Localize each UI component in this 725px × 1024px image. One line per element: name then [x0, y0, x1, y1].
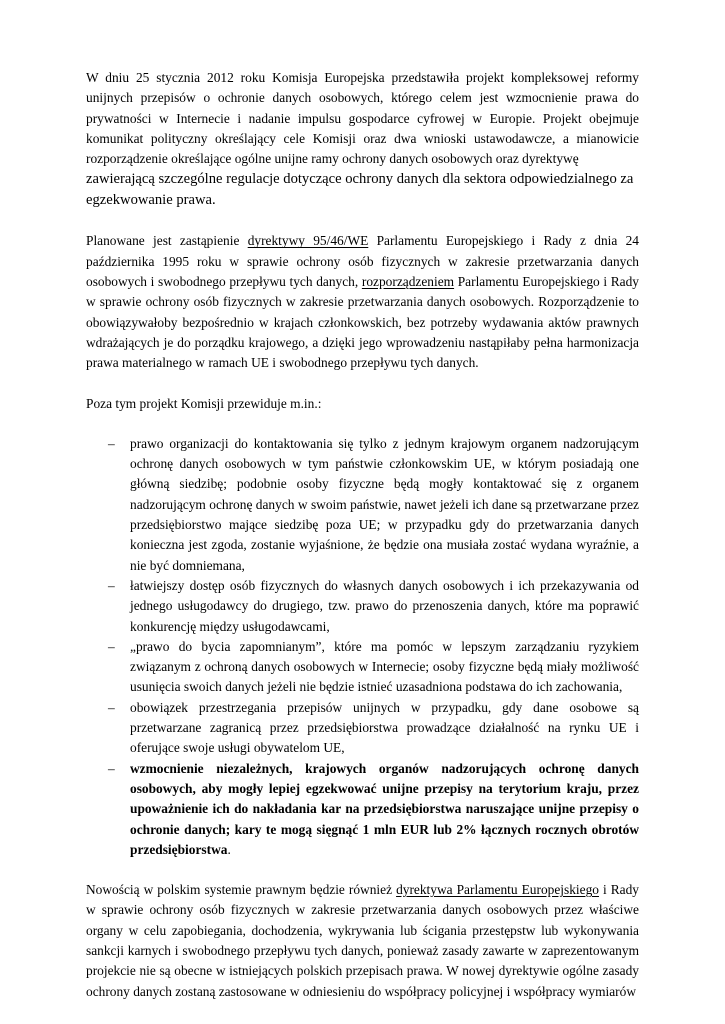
paragraph-new-directive: [86, 880, 639, 1002]
document-page: [86, 68, 639, 1002]
list-item-text: „prawo do bycia zapomnianym”, które ma pomóc w lepszym zarządzaniu ryzykiem związanym z ochroną danych osobowych w Internecie; osoby fizyczne będą miały możliwość usunięcia swoich danych jeżeli nie będzie istnieć uzasadniona podstawa do ich zachowania,: [130, 638, 639, 695]
list-item-end: .: [227, 841, 231, 857]
paragraph-directive-replacement: [86, 231, 639, 373]
dash-bullet: –: [108, 638, 115, 654]
list-item: [86, 698, 639, 759]
paragraph-reform-intro-tail: [86, 169, 639, 211]
list-item: [86, 576, 639, 637]
directive-parliament-link[interactable]: dyrektywa Parlamentu Europejskiego: [396, 882, 599, 898]
paragraph-reform-intro: [86, 68, 639, 169]
list-item-text: prawo organizacji do kontaktowania się tylko z jednym krajowym organem nadzorującym ochronę danych osobowych w tym państwie członkowskim UE, w którym posiadają one główną siedzibę; podobnie osoby fizyczne będą mogły kontaktować się z organem nadzorującym ochronę danych w swoim państwie, nawet jeżeli ich dane są przetwarzane przez przedsiębiorstwo mające siedzibę poza UE; w przypadku gdy do przetwarzania danych konieczna jest zgoda, zostanie wyjaśnione, że będzie ona musiała zostać wydana wyraźnie, a nie być domniemana,: [130, 435, 639, 573]
list-item-text: obowiązek przestrzegania przepisów unijnych w przypadku, gdy dane osobowe są przetwarzane zagranicą przez przedsiębiorstwa prowadzące działalność na rynku UE i oferujące swoje usługi obywatelom UE,: [130, 699, 639, 756]
paragraph-new-directive-text-2: i Rady w sprawie ochrony osób fizycznych w zakresie przetwarzania danych osobowych przez właściwe organy w celu zapobiegania, dochodzenia, wykrywania lub ścigania przestępstw lub wykonywania sankcji karnych i swobodnego przepływu tych danych, ponieważ zasady zawarte w zaprezentowanym projekcie nie są obecne w istniejących polskich przepisach prawa. W nowej dyrektywie ogólne zasady ochrony danych zostaną zastosowane w odniesieniu do współpracy policyjnej i współpracy wymiarów: [86, 882, 640, 999]
dash-bullet: –: [108, 435, 115, 451]
paragraph-provisions-intro-text: Poza tym projekt Komisji przewiduje m.in.:: [86, 395, 322, 411]
list-item: [86, 434, 639, 576]
provisions-list: [86, 434, 639, 860]
paragraph-reform-intro-tail-text: zawierającą szczególne regulacje dotyczące ochrony danych dla sektora odpowiedzialnego za egzekwowanie prawa.: [86, 171, 634, 209]
list-item-text-bold: wzmocnienie niezależnych, krajowych organów nadzorujących ochronę danych osobowych, aby mogły lepiej egzekwować unijne przepisy na terytorium kraju, przez upoważnienie ich do nakładania kar na przedsiębiorstwa naruszające unijne przepisy o ochronie danych; kary te mogą sięgnąć 1 mln EUR lub 2% łącznych rocznych obrotów przedsiębiorstwa: [130, 760, 639, 857]
list-item-text: łatwiejszy dostęp osób fizycznych do własnych danych osobowych i ich przekazywania od jednego usługodawcy do drugiego, tzw. prawo do przenoszenia danych, które ma poprawić konkurencję między usługodawcami,: [130, 577, 639, 634]
list-item: [86, 637, 639, 698]
dash-bullet: –: [108, 760, 115, 776]
dash-bullet: –: [108, 577, 115, 593]
paragraph-provisions-intro: [86, 394, 639, 414]
directive-95-46-link[interactable]: dyrektywy 95/46/WE: [247, 233, 369, 249]
paragraph-directive-text-1: Planowane jest zastąpienie: [86, 233, 248, 249]
paragraph-reform-intro-text: W dniu 25 stycznia 2012 roku Komisja Europejska przedstawiła projekt kompleksowej reformy unijnych przepisów o ochronie danych osobowych, którego celem jest wzmocnienie prawa do prywatności w Internecie i nadanie impulsu gospodarce cyfrowej w Europie. Projekt obejmuje komunikat polityczny określający cele Komisji oraz dwa wnioski ustawodawcze, a mianowicie rozporządzenie określające ogólne unijne ramy ochrony danych osobowych oraz dyrektywę: [86, 70, 639, 167]
regulation-link[interactable]: rozporządzeniem: [361, 274, 455, 290]
dash-bullet: –: [108, 699, 115, 715]
paragraph-directive-text-2: Parlamentu Europejskiego i Rady z dnia 24 października 1995 roku w sprawie ochrony osób fizycznych w zakresie przetwarzania danych osobowych i swobodnego przepływu tych danych,: [86, 233, 639, 290]
list-item: [86, 759, 639, 860]
paragraph-directive-text-3: Parlamentu Europejskiego i Rady w sprawie ochrony osób fizycznych w zakresie przetwarzania danych osobowych. Rozporządzenie to obowiązywałoby bezpośrednio w krajach członkowskich, bez potrzeby wydawania aktów prawnych wdrażających je do porządku krajowego, a dzięki jego wprowadzeniu nastąpiłaby pełna harmonizacja prawa materialnego w ramach UE i swobodnego przepływu tych danych.: [86, 274, 639, 371]
paragraph-new-directive-text-1: Nowością w polskim systemie prawnym będzie również: [86, 882, 397, 898]
